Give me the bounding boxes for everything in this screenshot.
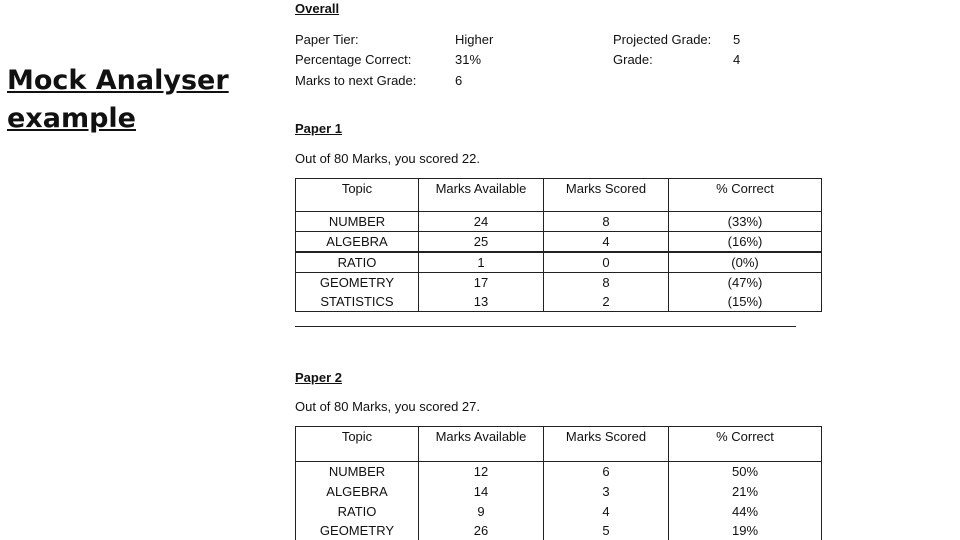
table-cell: (47%) — [669, 273, 822, 293]
marks-next-grade-value: 6 — [455, 73, 463, 88]
paper-tier-label: Paper Tier: — [295, 32, 359, 47]
table-cell: RATIO — [296, 502, 419, 521]
paper2-summary: Out of 80 Marks, you scored 27. — [295, 399, 480, 414]
table-cell: 8 — [544, 273, 669, 293]
table-cell: NUMBER — [296, 462, 419, 483]
table-cell: (15%) — [669, 292, 822, 312]
table-cell: GEOMETRY — [296, 273, 419, 293]
table-row — [296, 273, 822, 293]
projected-grade-label: Projected Grade: — [613, 32, 712, 47]
slide-title-line1: Mock Analyser — [7, 65, 229, 96]
table-row — [296, 292, 822, 312]
percentage-correct-value: 31% — [455, 52, 482, 67]
column-header: Marks Scored — [544, 179, 669, 212]
paper1-summary: Out of 80 Marks, you scored 22. — [295, 151, 480, 166]
table-row — [296, 502, 822, 521]
table-cell: 21% — [669, 482, 822, 502]
table-cell: 17 — [419, 273, 544, 293]
grade-label: Grade: — [613, 52, 653, 67]
table-row — [296, 482, 822, 502]
column-header: Marks Available — [419, 427, 544, 462]
slide-title — [7, 62, 267, 138]
grade-value: 4 — [733, 52, 741, 67]
table-cell: 25 — [419, 232, 544, 253]
table-row — [296, 212, 822, 232]
table-cell: 14 — [419, 482, 544, 502]
column-header: Marks Scored — [544, 427, 669, 462]
marks-next-grade-label: Marks to next Grade: — [295, 73, 417, 88]
table-cell: 6 — [544, 462, 669, 483]
table-header-row — [296, 427, 822, 462]
slide-title-line2: example — [7, 103, 136, 134]
table-cell: 5 — [544, 521, 669, 540]
table-cell: NUMBER — [296, 212, 419, 232]
paper2-heading: Paper 2 — [295, 370, 342, 385]
column-header: Topic — [296, 427, 419, 462]
table-cell: 13 — [419, 292, 544, 312]
table-cell: 4 — [544, 502, 669, 521]
table-cell: 24 — [419, 212, 544, 232]
column-header: % Correct — [669, 427, 822, 462]
column-header: Topic — [296, 179, 419, 212]
table-cell: 0 — [544, 252, 669, 273]
table-cell: ALGEBRA — [296, 482, 419, 502]
column-header: Marks Available — [419, 179, 544, 212]
table-cell: 8 — [544, 212, 669, 232]
table-cell: 9 — [419, 502, 544, 521]
table-cell: 3 — [544, 482, 669, 502]
table-header-row — [296, 179, 822, 212]
table-cell: 2 — [544, 292, 669, 312]
table-cell: 44% — [669, 502, 822, 521]
table-cell: STATISTICS — [296, 292, 419, 312]
table-cell: 50% — [669, 462, 822, 483]
table-row — [296, 252, 822, 273]
percentage-correct-label: Percentage Correct: — [295, 52, 412, 67]
column-header: % Correct — [669, 179, 822, 212]
table-cell: 4 — [544, 232, 669, 253]
paper2-table — [295, 426, 822, 540]
table-cell: (0%) — [669, 252, 822, 273]
table-cell: GEOMETRY — [296, 521, 419, 540]
table-cell: 12 — [419, 462, 544, 483]
table-row — [296, 521, 822, 540]
overall-heading: Overall — [295, 1, 340, 16]
table-cell: 1 — [419, 252, 544, 273]
table-cell: 19% — [669, 521, 822, 540]
paper-tier-value: Higher — [455, 32, 494, 47]
paper1-table — [295, 178, 822, 312]
table-cell: (33%) — [669, 212, 822, 232]
table-cell: RATIO — [296, 252, 419, 273]
table-cell: 26 — [419, 521, 544, 540]
table-row — [296, 462, 822, 483]
table-cell: ALGEBRA — [296, 232, 419, 253]
table-row — [296, 232, 822, 253]
section-divider — [295, 326, 796, 327]
paper1-heading: Paper 1 — [295, 121, 342, 136]
projected-grade-value: 5 — [733, 32, 741, 47]
table-cell: (16%) — [669, 232, 822, 253]
